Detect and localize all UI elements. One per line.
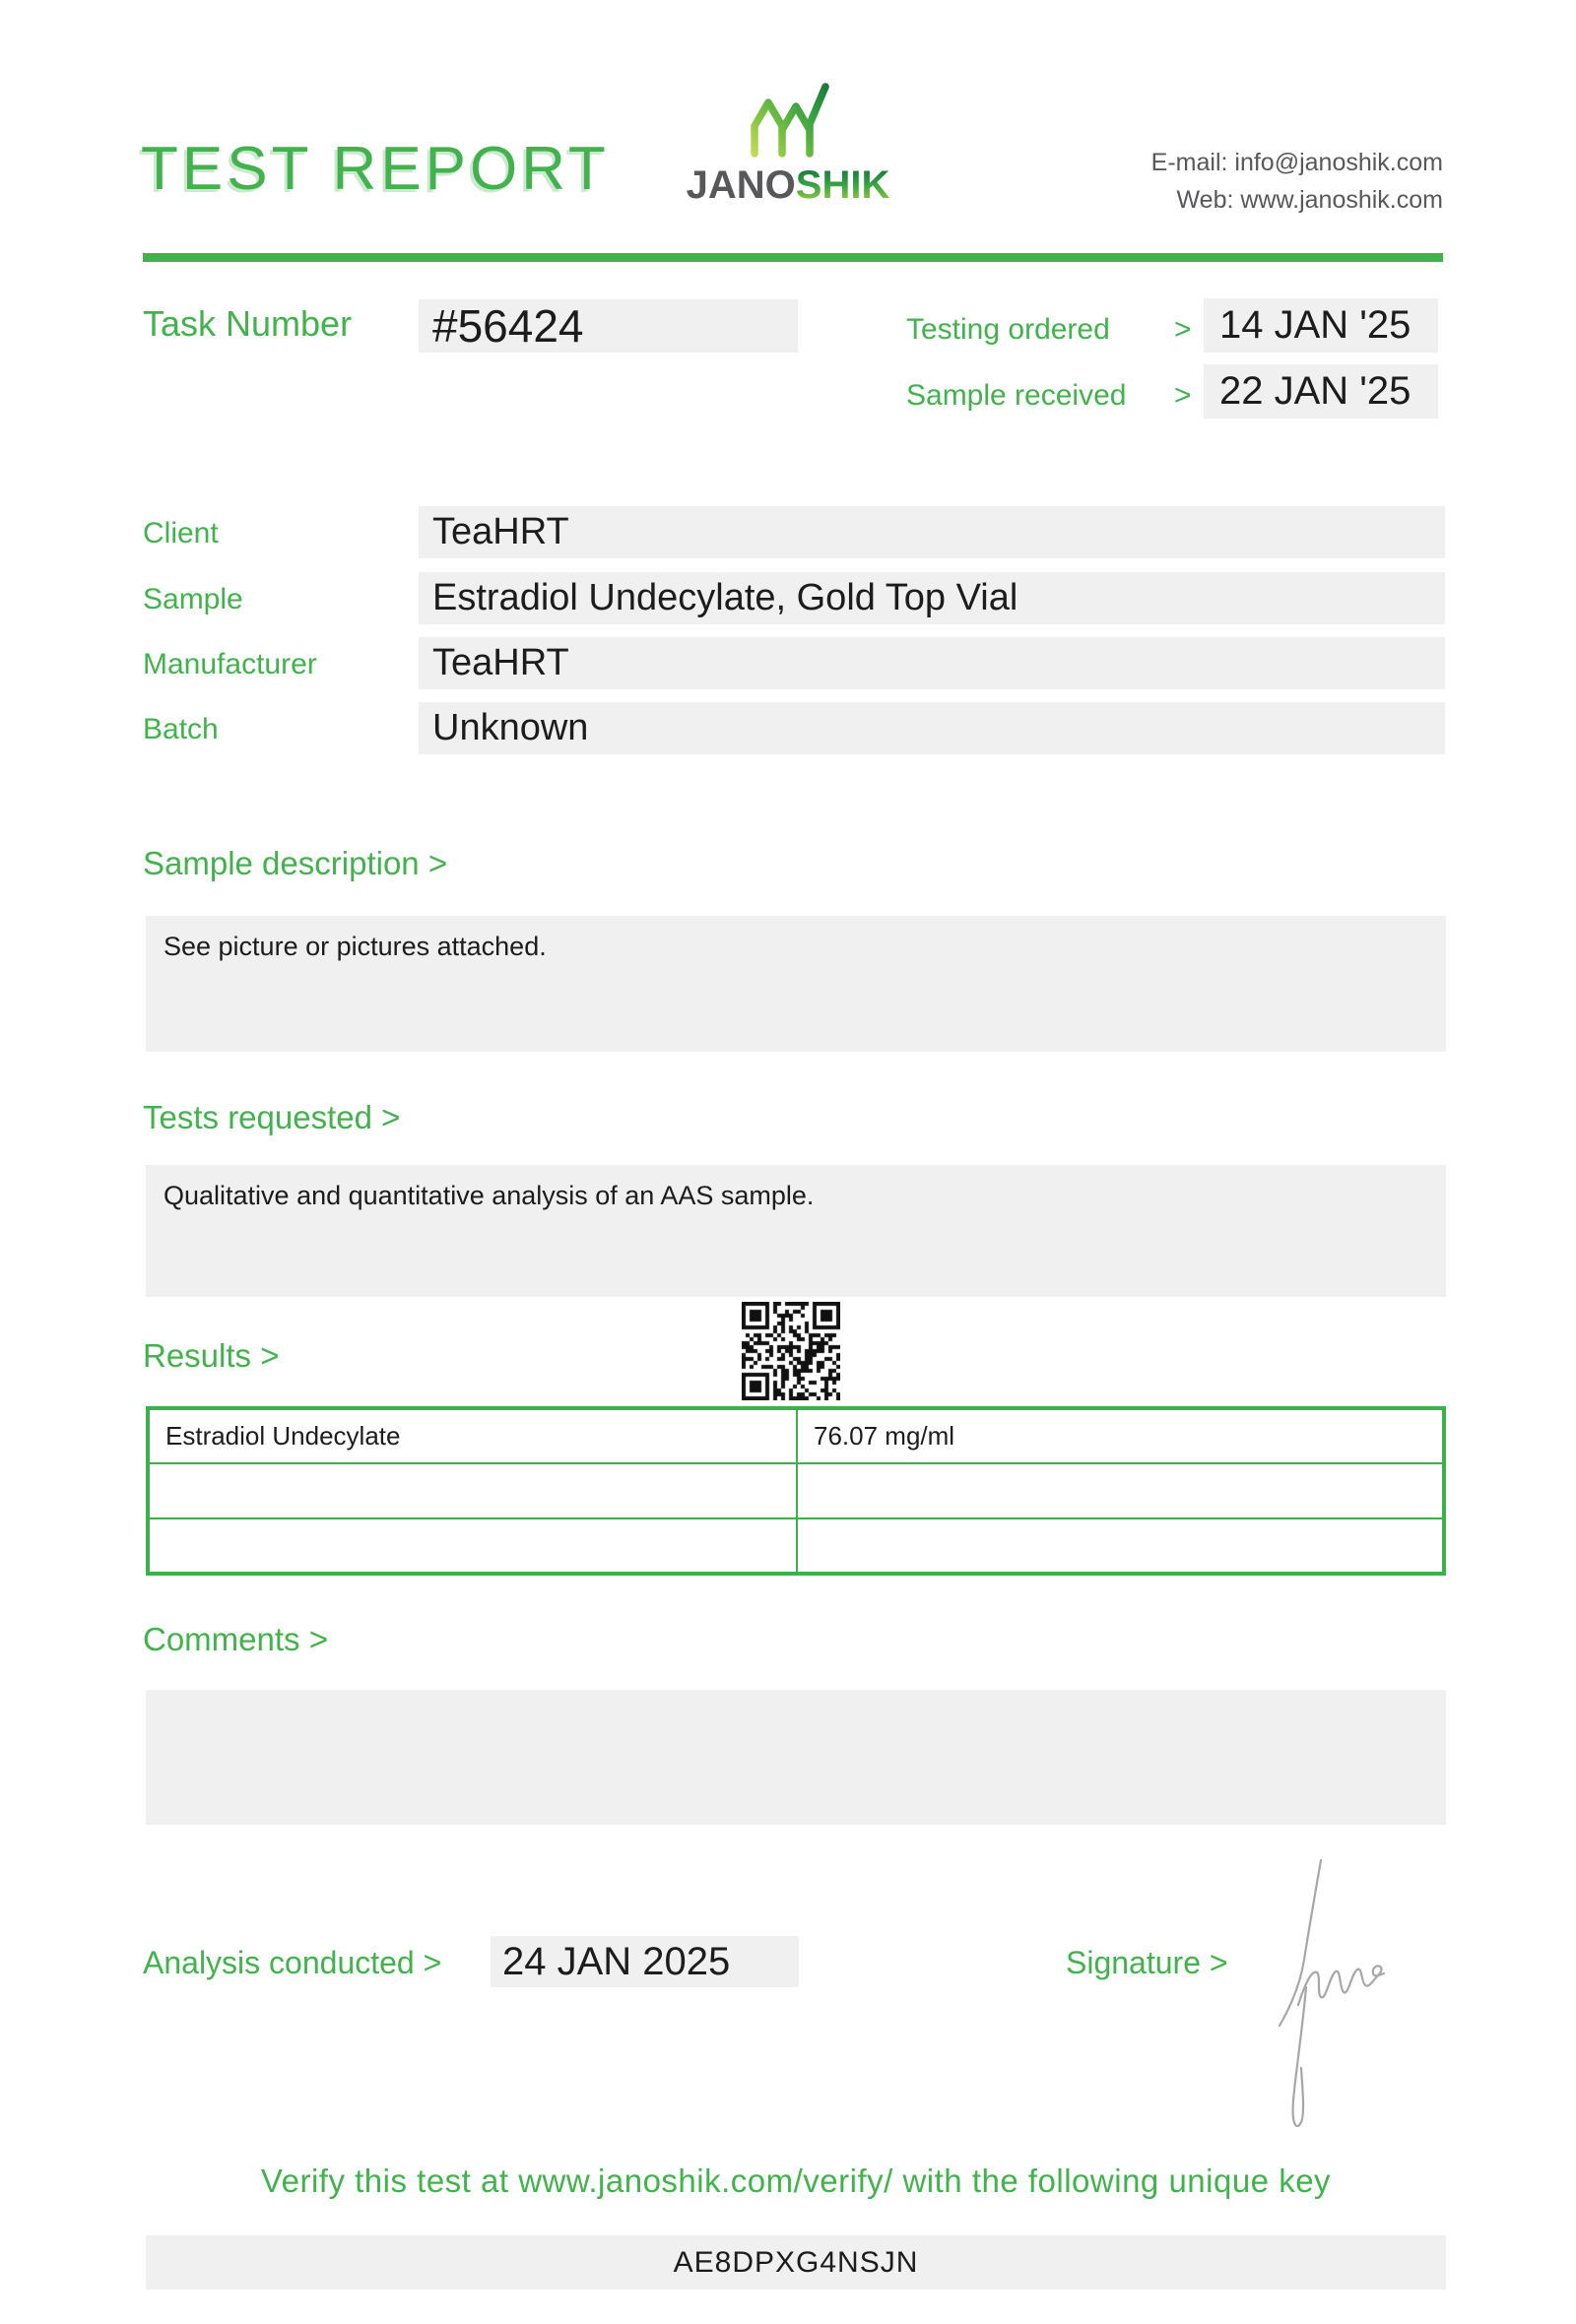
contact-block — [1151, 144, 1443, 219]
analysis-conducted-label: Analysis conducted > — [143, 1945, 442, 1980]
comments-heading: Comments > — [143, 1621, 328, 1657]
sample-label: Sample — [143, 583, 243, 615]
sample-description-box — [146, 916, 1446, 1052]
chart-peaks-logo-icon — [741, 79, 835, 158]
client-value: TeaHRT — [432, 511, 569, 552]
results-cell-substance — [149, 1463, 797, 1517]
sample-received-label: Sample received — [906, 379, 1127, 412]
signature-image — [1263, 1849, 1479, 2145]
sample-received-chevron-icon: > — [1174, 379, 1192, 412]
task-number-value: #56424 — [432, 300, 584, 352]
sample-description-heading: Sample description > — [143, 845, 448, 881]
testing-ordered-box — [1204, 298, 1438, 353]
page-title: TEST REPORT — [141, 135, 610, 203]
logo-wordmark — [670, 163, 906, 208]
logo — [670, 79, 906, 208]
contact-web: Web: www.janoshik.com — [1176, 186, 1443, 214]
results-cell-amount: 76.07 mg/ml — [797, 1409, 1443, 1463]
results-heading: Results > — [143, 1337, 280, 1374]
results-cell-amount — [797, 1518, 1443, 1573]
task-number-label: Task Number — [143, 303, 353, 344]
logo-text-jano: JANO — [686, 163, 796, 207]
results-cell-substance — [149, 1518, 797, 1573]
header-divider — [143, 253, 1443, 262]
sample-description-text: See picture or pictures attached. — [164, 932, 547, 961]
results-cell-amount — [797, 1463, 1443, 1517]
analysis-date: 24 JAN 2025 — [502, 1940, 731, 1983]
batch-box — [419, 702, 1445, 754]
signature-label: Signature > — [1066, 1945, 1228, 1980]
tests-requested-heading: Tests requested > — [143, 1099, 401, 1135]
manufacturer-value: TeaHRT — [432, 642, 569, 683]
testing-ordered-chevron-icon: > — [1174, 313, 1192, 346]
verify-key: AE8DPXG4NSJN — [673, 2246, 919, 2279]
tests-requested-box — [146, 1165, 1446, 1297]
sample-box — [419, 572, 1445, 624]
analysis-date-box — [491, 1936, 799, 1987]
client-label: Client — [143, 517, 219, 549]
contact-email: E-mail: info@janoshik.com — [1150, 149, 1443, 176]
testing-ordered-label: Testing ordered — [906, 313, 1110, 346]
logo-text-shik: SHIK — [795, 163, 890, 207]
verify-text: Verify this test at www.janoshik.com/verify/ with the following unique key — [260, 2163, 1332, 2199]
manufacturer-box — [419, 637, 1445, 689]
client-box — [419, 506, 1445, 558]
comments-box — [146, 1690, 1446, 1825]
results-cell-substance: Estradiol Undecylate — [149, 1409, 797, 1463]
task-number-box — [419, 299, 798, 353]
manufacturer-label: Manufacturer — [143, 648, 317, 680]
batch-value: Unknown — [432, 707, 589, 748]
tests-requested-text: Qualitative and quantitative analysis of an AAS sample. — [164, 1181, 815, 1210]
results-table — [146, 1406, 1446, 1576]
sample-value: Estradiol Undecylate, Gold Top Vial — [432, 577, 1018, 618]
batch-label: Batch — [143, 713, 219, 745]
sample-received-date: 22 JAN '25 — [1219, 369, 1412, 413]
verify-key-box — [146, 2235, 1446, 2290]
sample-received-box — [1204, 364, 1438, 419]
comments-text — [146, 1690, 1446, 1706]
testing-ordered-date: 14 JAN '25 — [1219, 303, 1412, 347]
qr-code — [742, 1302, 840, 1400]
